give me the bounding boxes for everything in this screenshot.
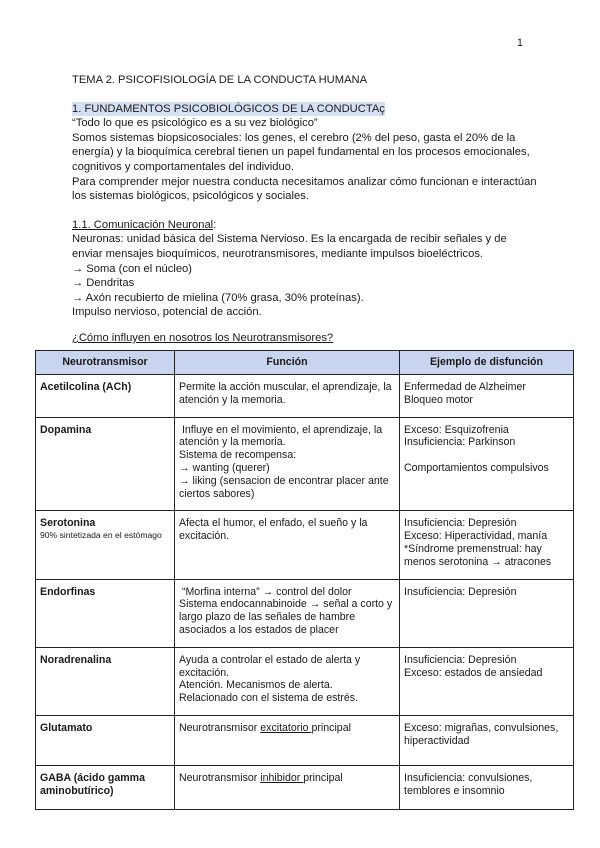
- nt-cell: [36, 417, 175, 511]
- cell-line: → wanting (querer): [179, 461, 270, 474]
- cell-line: Insuficiencia: Depresión: [404, 653, 517, 666]
- table-row: [36, 375, 574, 418]
- table-row: [36, 511, 574, 579]
- neurotransmitter-table-wrapper: [35, 350, 574, 810]
- cell-line: Sistema endocannabinoide → señal a corto y largo plazo de las señales de hambre asociados a los estados de placer: [179, 598, 393, 636]
- nt-name: Glutamato: [40, 721, 93, 734]
- cell-line: Exceso: Esquizofrenia: [404, 423, 509, 436]
- nt-cell: [36, 375, 175, 418]
- cell-text: principal: [303, 771, 343, 784]
- blank-line: [404, 449, 569, 462]
- cell-line: → liking (sensacion de encontrar placer ante ciertos sabores): [179, 474, 389, 500]
- cell-line: Sistema de recompensa:: [179, 449, 297, 462]
- cell-line: Insuficiencia: Parkinson: [404, 436, 516, 449]
- nt-name: Dopamina: [40, 423, 92, 436]
- column-header: Ejemplo de disfunción: [400, 351, 574, 375]
- table-row: [36, 765, 574, 809]
- function-cell: [175, 579, 400, 647]
- nt-cell: [36, 715, 175, 765]
- dysfunction-cell: [400, 715, 574, 765]
- table-row: [36, 579, 574, 647]
- paragraph: Impulso nervioso, potencial de acción.: [72, 306, 262, 319]
- dysfunction-cell: [400, 511, 574, 579]
- list-item: → Dendritas: [72, 277, 135, 290]
- underlined-term: inhibidor: [260, 771, 304, 784]
- table-row: [36, 417, 574, 511]
- cell-text: Neurotransmisor: [179, 721, 261, 734]
- cell-line: Influye en el movimiento, el aprendizaje, la atención y la memoria.: [179, 423, 386, 449]
- cell-line: Bloqueo motor: [404, 393, 473, 406]
- page-number: 1: [516, 37, 523, 49]
- nt-note: 90% sintetizada en el estómago: [40, 530, 162, 541]
- dysfunction-cell: [400, 647, 574, 715]
- neurotransmitter-table: [35, 350, 574, 810]
- paragraph: Para comprender mejor nuestra conducta necesitamos analizar cómo funcionan e interactúan los sistemas biológicos, psicológicos y sociales.: [72, 175, 537, 203]
- document-body: [72, 73, 538, 346]
- nt-cell: [36, 511, 175, 579]
- cell-line: Permite la acción muscular, el aprendizaje, la atención y la memoria.: [179, 381, 392, 406]
- cell-text: Neurotransmisor: [179, 771, 261, 784]
- table-header-row: [36, 351, 574, 375]
- cell-line: Exceso: estados de ansiedad: [404, 666, 543, 679]
- cell-line: Insuficiencia: Depresión: [404, 585, 517, 598]
- cell-line: Insuficiencia: convulsiones, temblores e insomnio: [404, 771, 533, 797]
- dysfunction-cell: [400, 375, 574, 418]
- dysfunction-cell: [400, 417, 574, 511]
- function-cell: [175, 417, 400, 511]
- cell-line: Afecta el humor, el enfado, el sueño y la excitación.: [179, 517, 368, 543]
- section-heading: 1. FUNDAMENTOS PSICOBIOLÓGICOS DE LA CONDUCTAç: [72, 102, 385, 115]
- table-row: [36, 715, 574, 765]
- column-header: Función: [175, 351, 400, 375]
- nt-cell: [36, 765, 175, 809]
- column-header: Neurotransmisor: [36, 351, 175, 375]
- cell-line: Atención. Mecanismos de alerta.: [179, 679, 333, 692]
- cell-line: Comportamientos compulsivos: [404, 461, 549, 474]
- function-cell: [175, 765, 400, 809]
- question-heading: ¿Cómo influyen en nosotros los Neurotransmisores?: [72, 331, 334, 344]
- function-cell: [175, 375, 400, 418]
- cell-line: Exceso: Hiperactividad, manía: [404, 530, 548, 543]
- nt-name: GABA (ácido gamma aminobutírico): [40, 771, 145, 797]
- nt-name: Noradrenalina: [40, 653, 112, 666]
- cell-line: *Síndrome premenstrual: hay menos serotonina → atracones: [404, 542, 552, 568]
- quote: “Todo lo que es psicológico es a su vez biológico”: [72, 117, 318, 130]
- cell-line: Enfermedad de Alzheimer: [404, 381, 526, 393]
- dysfunction-cell: [400, 765, 574, 809]
- nt-name: Serotonina: [40, 517, 96, 530]
- cell-line: Ayuda a controlar el estado de alerta y excitación.: [179, 653, 361, 679]
- cell-line: Relacionado con el sistema de estrés.: [179, 692, 359, 705]
- document-title: TEMA 2. PSICOFISIOLOGÍA DE LA CONDUCTA HUMANA: [72, 74, 368, 86]
- function-cell: [175, 715, 400, 765]
- list-item: → Soma (con el núcleo): [72, 262, 193, 275]
- nt-name: Endorfinas: [40, 585, 96, 598]
- cell-text: principal: [311, 721, 351, 734]
- paragraph: Neuronas: unidad básica del Sistema Nervioso. Es la encargada de recibir señales y de enviar mensajes bioquímicos, neurotransmisores, mediante impulsos bioeléctricos.: [72, 233, 507, 260]
- list-item: → Axón recubierto de mielina (70% grasa, 30% proteínas).: [72, 291, 364, 304]
- nt-cell: [36, 579, 175, 647]
- nt-name: Acetilcolina (ACh): [40, 381, 132, 393]
- cell-line: Insuficiencia: Depresión: [404, 517, 517, 530]
- underlined-term: excitatorio: [260, 721, 312, 734]
- cell-line: “Morfina interna” → control del dolor: [179, 585, 352, 598]
- subsection-heading: 1.1. Comunicación Neuronal:: [72, 218, 217, 231]
- table-row: [36, 647, 574, 715]
- nt-cell: [36, 647, 175, 715]
- cell-line: Exceso: migrañas, convulsiones, hiperactividad: [404, 721, 559, 747]
- function-cell: [175, 511, 400, 579]
- dysfunction-cell: [400, 579, 574, 647]
- function-cell: [175, 647, 400, 715]
- paragraph: Somos sistemas biopsicosociales: los genes, el cerebro (2% del peso, gasta el 20% de la energía) y la bioquímica cerebral tienen un papel fundamental en los procesos emocionales, cognitivos y comportamentales del individuo.: [72, 131, 530, 173]
